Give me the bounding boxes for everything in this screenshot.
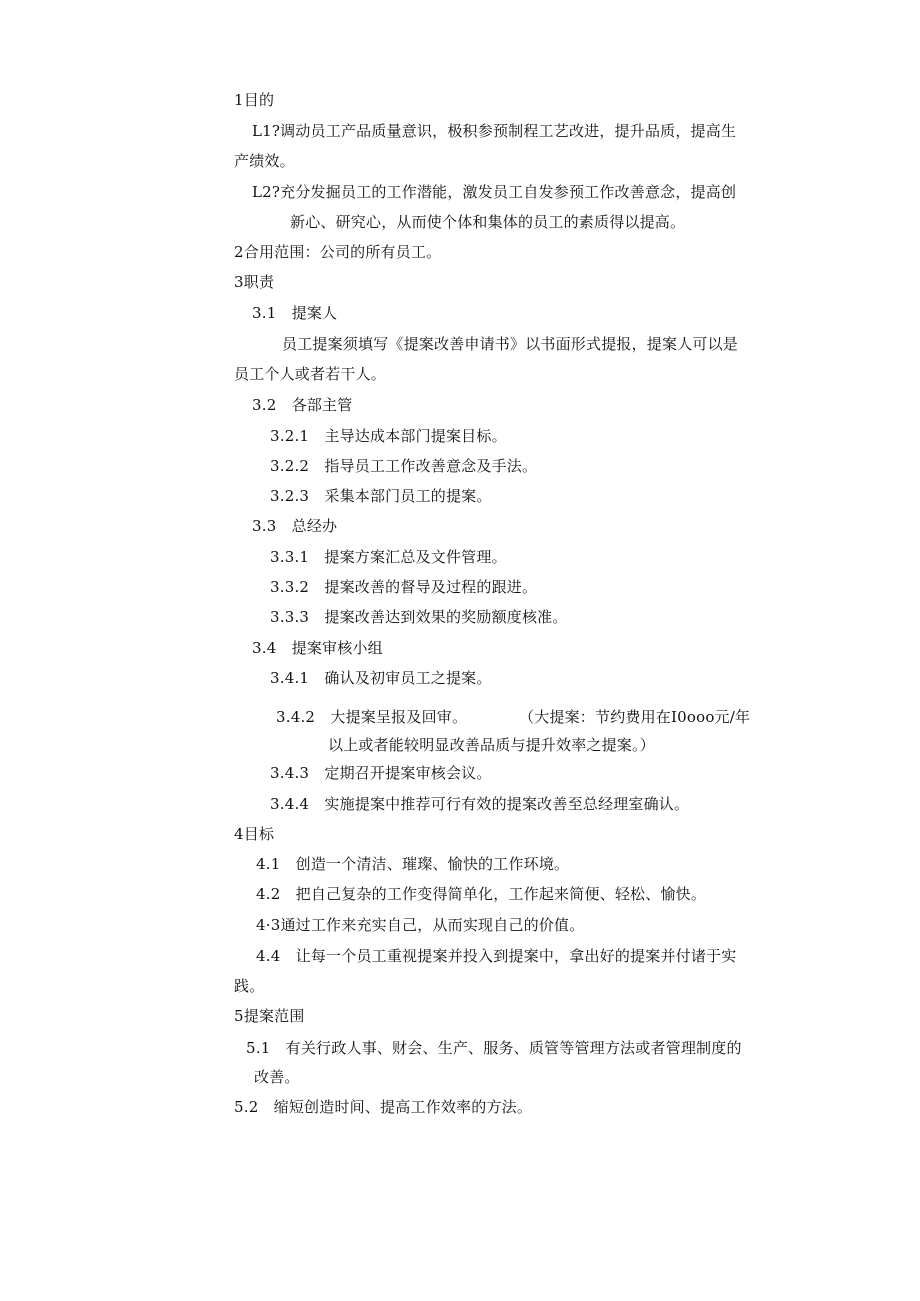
item-3-1-heading: 3.1 提案人: [252, 304, 338, 322]
item-1-2-line-2: 新心、研究心，从而使个体和集体的员工的素质得以提高。: [290, 213, 686, 231]
item-3-4-1: 3.4.1 确认及初审员工之提案。: [270, 669, 492, 687]
section-1-title: 1目的: [234, 91, 275, 109]
item-3-4-heading: 3.4 提案审核小组: [252, 639, 383, 657]
item-1-1-line-1: L1?调动员工产品质量意识，极积参预制程工艺改进，提升品质，提高生: [252, 122, 737, 140]
item-4-4-line-2: 践。: [234, 977, 265, 995]
section-4-title: 4目标: [234, 825, 275, 843]
item-5-1-line-1: 5.1 有关行政人事、财会、生产、服务、质管等管理方法或者管理制度的: [246, 1039, 742, 1057]
item-4-4-line-1: 4.4 让每一个员工重视提案并投入到提案中，拿出好的提案并付诸于实: [256, 947, 737, 965]
item-4-1: 4.1 创造一个清洁、璀璨、愉快的工作环境。: [256, 855, 570, 873]
section-2-title: 2合用范围：公司的所有员工。: [234, 243, 442, 261]
item-3-4-3: 3.4.3 定期召开提案审核会议。: [270, 764, 492, 782]
item-4-2: 4.2 把自己复杂的工作变得简单化，工作起来简便、轻松、愉快。: [256, 885, 707, 903]
item-3-3-heading: 3.3 总经办: [252, 517, 338, 535]
item-3-4-2-note-line-2: 以上或者能较明显改善品质与提升效率之提案。）: [328, 736, 655, 754]
section-5-title: 5提案范围: [234, 1007, 305, 1025]
item-3-1-text-line-2: 员工个人或者若干人。: [234, 365, 387, 383]
item-3-2-3: 3.2.3 采集本部门员工的提案。: [270, 487, 492, 505]
item-5-2: 5.2 缩短创造时间、提高工作效率的方法。: [234, 1098, 533, 1116]
item-3-3-2: 3.3.2 提案改善的督导及过程的跟进。: [270, 578, 538, 596]
section-3-title: 3职责: [234, 273, 275, 291]
item-3-2-1: 3.2.1 主导达成本部门提案目标。: [270, 427, 507, 445]
item-3-3-3: 3.3.3 提案改善达到效果的奖励额度核准。: [270, 608, 568, 626]
item-3-2-2: 3.2.2 指导员工工作改善意念及手法。: [270, 457, 538, 475]
item-1-1-line-2: 产绩效。: [234, 152, 295, 170]
item-3-4-2-label: 3.4.2 大提案呈报及回审。: [276, 708, 468, 726]
item-1-2-line-1: L2?充分发掘员工的工作潜能，激发员工自发参预工作改善意念，提高创: [252, 183, 737, 201]
item-3-1-text-line-1: 员工提案须填写《提案改善申请书》以书面形式提报，提案人可以是: [282, 335, 739, 353]
item-3-2-heading: 3.2 各部主管: [252, 396, 353, 414]
item-3-4-2-note-line-1: （大提案：节约费用在I0ooo元/年: [519, 708, 751, 726]
item-3-4-4: 3.4.4 实施提案中推荐可行有效的提案改善至总经理室确认。: [270, 795, 690, 813]
item-3-3-1: 3.3.1 提案方案汇总及文件管理。: [270, 548, 507, 566]
item-5-1-line-2: 改善。: [254, 1068, 300, 1086]
item-4-3: 4·3通过工作来充实自己，从而实现自己的价值。: [256, 916, 585, 934]
